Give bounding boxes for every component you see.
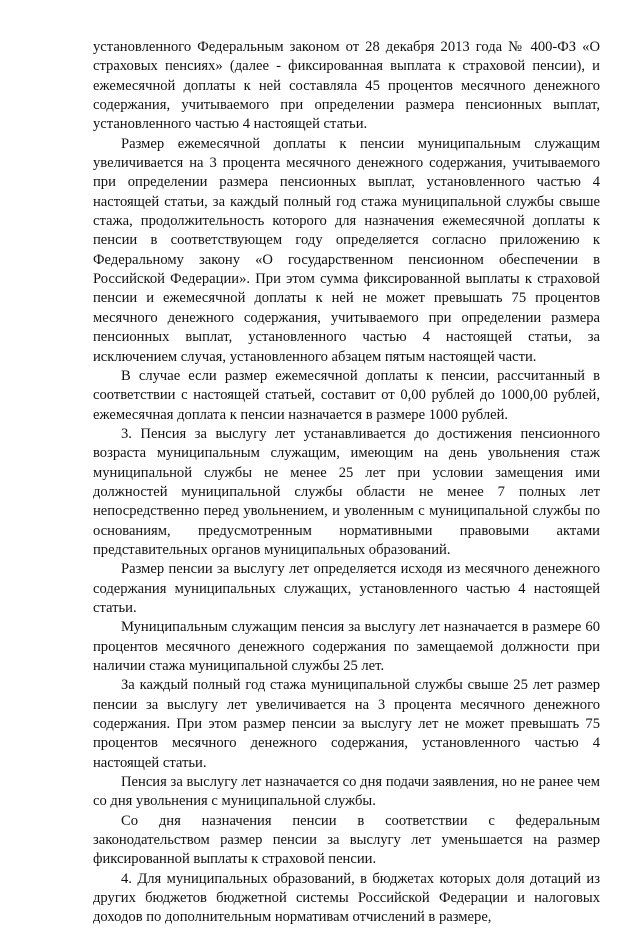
paragraph-section-3: 3. Пенсия за выслугу лет устанавливается до достижения пенсионного возраста муниципальным служащим, имеющим на день увольнения стаж муниципальной службы не менее 25 лет при условии замещения ими должностей муниципальной службы области не менее 7 полных лет непосредственно перед увольнением, и уволенным с муниципальной службы по основаниям, предусмотренным нормативными правовыми актами представительных органов муниципальных образований. <box>93 425 600 558</box>
paragraph-minimum-supplement: В случае если размер ежемесячной доплаты к пенсии, рассчитанный в соответствии с настоящей статьей, составит от 0,00 рублей до 1000,00 рублей, ежемесячная доплата к пенсии назначается в размере 1000 рублей. <box>93 367 600 423</box>
paragraph-pension-reduction: Со дня назначения пенсии в соответствии с федеральным законодательством размер пенсии за выслугу лет уменьшается на размер фиксированной выплаты к страховой пенсии. <box>93 812 600 868</box>
paragraph-pension-increase: За каждый полный год стажа муниципальной службы свыше 25 лет размер пенсии за выслугу лет увеличивается на 3 процента месячного денежного содержания. При этом размер пенсии за выслугу лет не может превышать 75 процентов месячного денежного содержания, установленного частью 4 настоящей статьи. <box>93 677 600 771</box>
paragraph-supplement-increase: Размер ежемесячной доплаты к пенсии муниципальным служащим увеличивается на 3 процента месячного денежного содержания, учитываемого при определении размера пенсионных выплат, установленного частью 4 настоящей статьи, за каждый полный год стажа муниципальной службы свыше стажа, продолжительность которого для назначения ежемесячной доплаты к пенсии в соответствующем году определяется согласно приложению к Федеральному закону «О государственном пенсионном обеспечении в Российской Федерации». При этом сумма фиксированной выплаты к страховой пенсии и ежемесячной доплаты к ней не может превышать 75 процентов месячного денежного содержания, учитываемого при определении размера пенсионных выплат, установленного частью 4 настоящей статьи, за исключением случая, установленного абзацем пятым настоящей части. <box>93 135 600 365</box>
document-page <box>93 38 600 928</box>
paragraph-pension-size: Размер пенсии за выслугу лет определяется исходя из месячного денежного содержания муниципальных служащих, установленного частью 4 настоящей статьи. <box>93 561 600 616</box>
paragraph-pension-start: Пенсия за выслугу лет назначается со дня подачи заявления, но не ранее чем со дня увольнения с муниципальной службы. <box>93 774 600 810</box>
paragraph-section-4: 4. Для муниципальных образований, в бюджетах которых доля дотаций из других бюджетов бюджетной системы Российской Федерации и налоговых доходов по дополнительным нормативам отчислений в размере, <box>93 870 600 926</box>
paragraph-continuation: установленного Федеральным законом от 28 декабря 2013 года № 400-ФЗ «О страховых пенсиях» (далее - фиксированная выплата к страховой пенсии), и ежемесячной доплаты к ней составляла 45 процентов месячного денежного содержания, учитываемого при определении размера пенсионных выплат, установленного частью 4 настоящей статьи. <box>93 39 600 133</box>
paragraph-pension-60-percent: Муниципальным служащим пенсия за выслугу лет назначается в размере 60 процентов месячного денежного содержания по замещаемой должности при наличии стажа муниципальной службы 25 лет. <box>93 619 600 674</box>
